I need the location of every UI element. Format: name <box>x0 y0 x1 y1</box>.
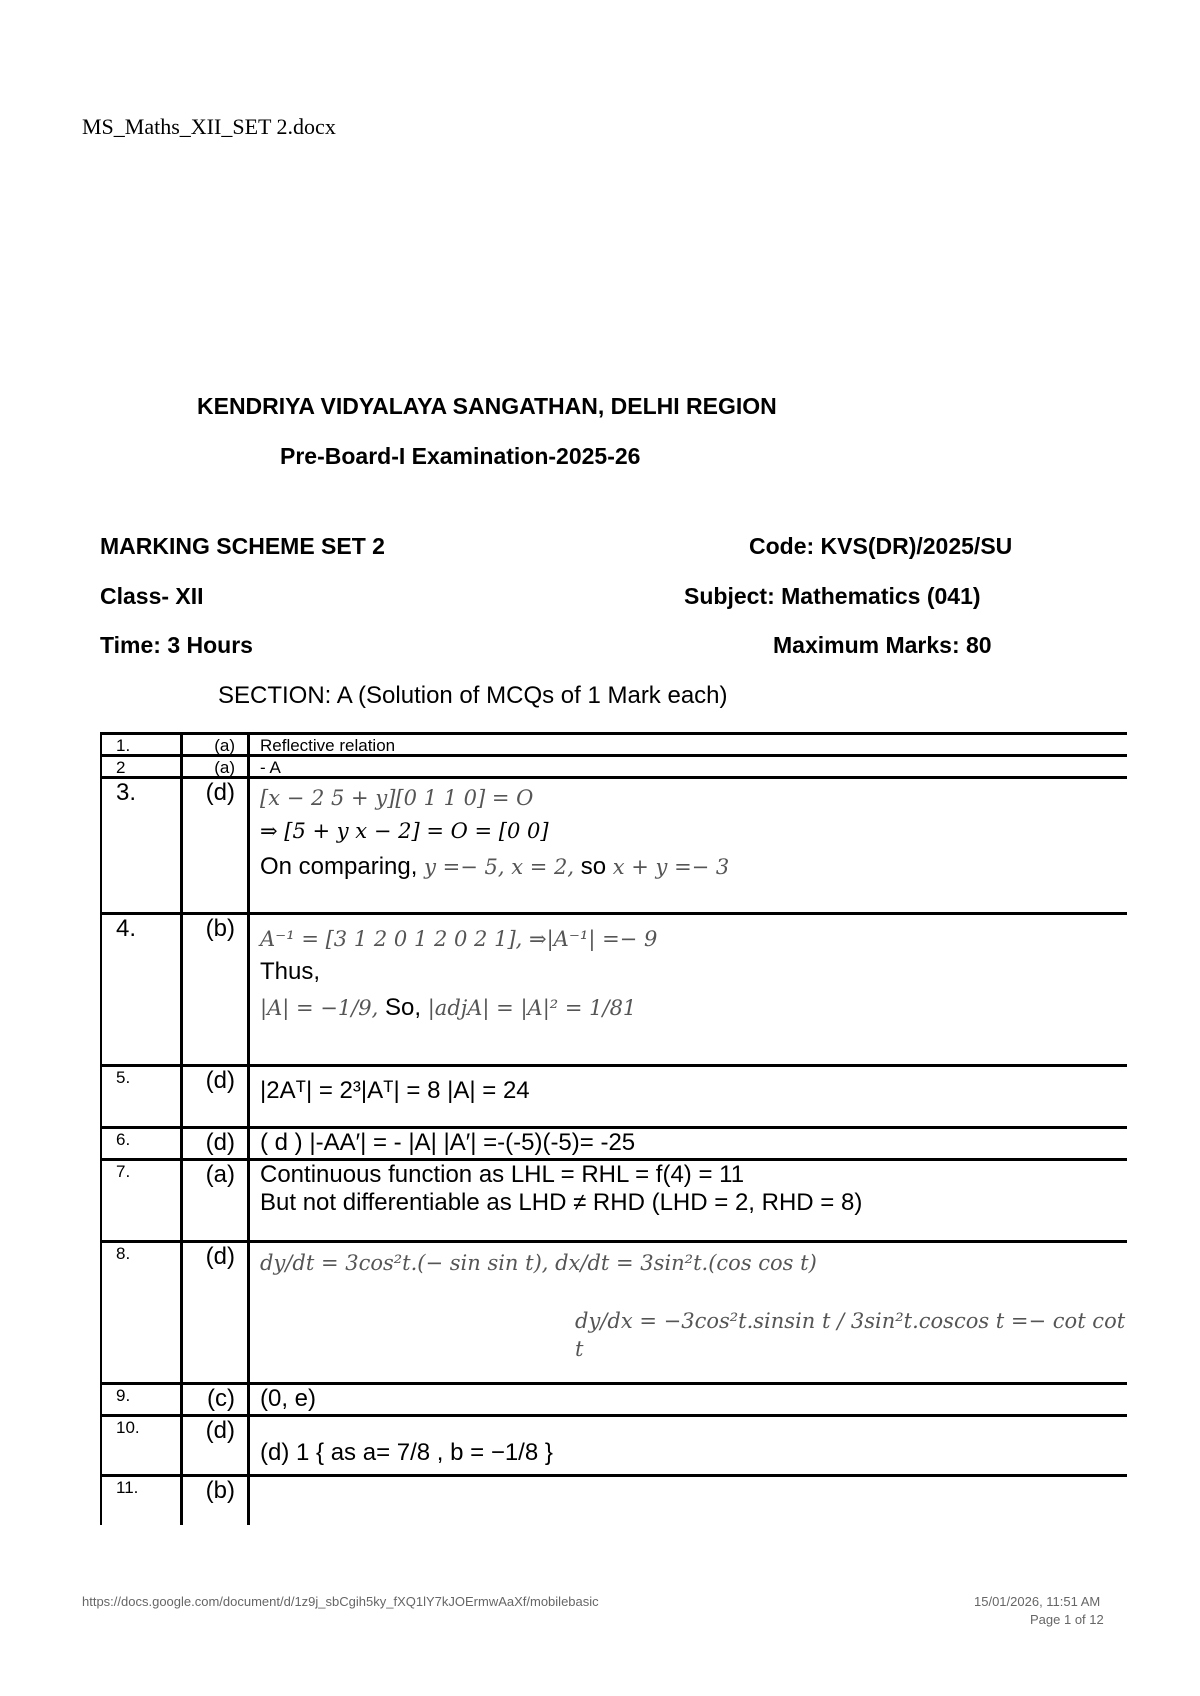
solution-text: (0, e) <box>247 1385 1127 1414</box>
solution-equation: x + y =− 3 <box>612 855 730 879</box>
table-row <box>100 1067 1127 1129</box>
page-number: Page 1 of 12 <box>1030 1612 1104 1627</box>
question-number: 10. <box>100 1417 180 1474</box>
table-row <box>100 1417 1127 1477</box>
footer-url: https://docs.google.com/document/d/1z9j_sbCgih5ky_fXQ1lY7kJOErmwAaXf/mobilebasic <box>82 1594 599 1609</box>
question-number: 7. <box>100 1161 180 1240</box>
section-title: SECTION: A (Solution of MCQs of 1 Mark each) <box>218 682 728 709</box>
organization-title: KENDRIYA VIDYALAYA SANGATHAN, DELHI REGION <box>197 393 777 419</box>
answer-option: (a) <box>180 757 247 776</box>
question-number: 1. <box>100 735 180 754</box>
table-row <box>100 1477 1127 1525</box>
solution-text: So, <box>385 994 422 1021</box>
table-row <box>100 779 1127 915</box>
table-row <box>100 915 1127 1067</box>
table-row <box>100 1385 1127 1417</box>
solution-text: - A <box>247 757 1127 776</box>
solution-text: |2Aᵀ| = 2³|Aᵀ| = 8 |A| = 24 <box>247 1067 1127 1126</box>
solution-line <box>260 853 1127 881</box>
question-number: 3. <box>100 779 180 912</box>
exam-title: Pre-Board-I Examination-2025-26 <box>280 443 641 469</box>
solution-cell <box>247 1243 1127 1382</box>
solution-text <box>247 1477 1127 1525</box>
question-number: 6. <box>100 1129 180 1158</box>
answer-option: (d) <box>180 1417 247 1474</box>
solution-text: Thus, <box>260 958 321 985</box>
answer-option: (c) <box>180 1385 247 1414</box>
solution-equation: dy/dx = −3cos²t.sinsin t / 3sin²t.coscos t =− cot cot t <box>575 1309 1126 1361</box>
solution-equation: ⇒ [5 + y x − 2] = O = [0 0] <box>260 819 549 843</box>
subject-label: Subject: Mathematics (041) <box>684 583 981 609</box>
answer-option: (d) <box>180 1067 247 1126</box>
answer-option: (a) <box>180 735 247 754</box>
solution-text: Continuous function as LHL = RHL = f(4) = 11 <box>260 1161 745 1188</box>
solution-text: But not differentiable as LHD ≠ RHD (LHD = 2, RHD = 8) <box>260 1189 863 1216</box>
answer-option: (a) <box>180 1161 247 1240</box>
answer-option: (d) <box>180 1129 247 1158</box>
table-row <box>100 757 1127 779</box>
solution-text: ( d ) |-AA′| = - |A| |A′| =-(-5)(-5)= -25 <box>247 1129 1127 1158</box>
table-row <box>100 1161 1127 1243</box>
table-row <box>100 1129 1127 1161</box>
marking-scheme-label: MARKING SCHEME SET 2 <box>100 533 385 559</box>
question-number: 8. <box>100 1243 180 1382</box>
time-label: Time: 3 Hours <box>100 632 253 658</box>
footer-datetime: 15/01/2026, 11:51 AM <box>974 1594 1101 1609</box>
table-row <box>100 1243 1127 1385</box>
answer-table <box>100 732 1127 1525</box>
answer-option: (d) <box>180 1243 247 1382</box>
answer-option: (b) <box>180 1477 247 1525</box>
question-number: 11. <box>100 1477 180 1525</box>
code-label: Code: KVS(DR)/2025/SU <box>749 533 1013 559</box>
solution-line <box>260 994 1127 1022</box>
solution-text: so <box>580 853 607 880</box>
answer-option: (d) <box>180 779 247 912</box>
solution-equation: A⁻¹ = [3 1 2 0 1 2 0 2 1], ⇒|A⁻¹| =− 9 <box>260 927 658 951</box>
solution-text: On comparing, <box>260 853 418 880</box>
solution-equation: dy/dt = 3cos²t.(− sin sin t), dx/dt = 3sin²t.(cos cos t) <box>260 1251 817 1275</box>
table-row <box>100 735 1127 757</box>
max-marks-label: Maximum Marks: 80 <box>773 632 992 658</box>
solution-equation: |adjA| = |A|² = 1/81 <box>427 996 637 1020</box>
question-number: 4. <box>100 915 180 1064</box>
solution-text: Reflective relation <box>247 735 1127 754</box>
answer-option: (b) <box>180 915 247 1064</box>
solution-equation: |A| = −1/9, <box>260 996 379 1020</box>
solution-equation: y =− 5, x = 2, <box>424 855 575 879</box>
question-number: 2 <box>100 757 180 776</box>
document-filename: MS_Maths_XII_SET 2.docx <box>82 114 336 139</box>
class-label: Class- XII <box>100 583 204 609</box>
question-number: 5. <box>100 1067 180 1126</box>
solution-equation: [x − 2 5 + y][0 1 1 0] = O <box>260 786 534 810</box>
solution-cell <box>247 779 1127 912</box>
question-number: 9. <box>100 1385 180 1414</box>
solution-cell <box>247 1161 1127 1240</box>
solution-cell <box>247 915 1127 1064</box>
solution-text: (d) 1 { as a= 7/8 , b = −1/8 } <box>247 1417 1127 1474</box>
